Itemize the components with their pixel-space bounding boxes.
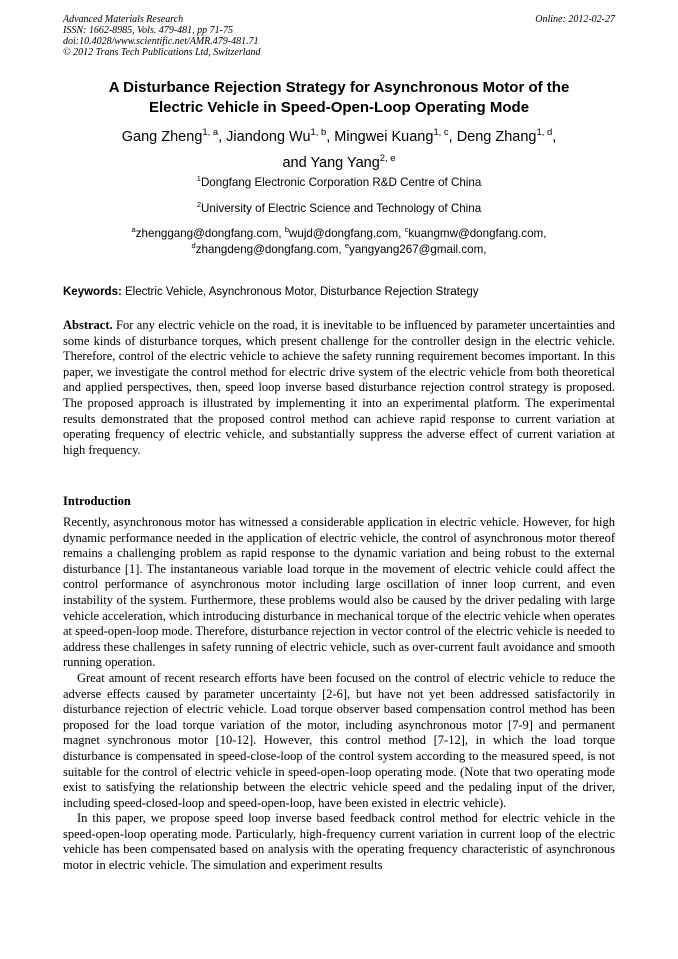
keywords-text: Electric Vehicle, Asynchronous Motor, Disturbance Rejection Strategy [121, 286, 479, 298]
author-name: Gang Zheng [121, 129, 203, 145]
author-separator: , [326, 129, 335, 145]
section-heading-introduction: Introduction [63, 494, 131, 508]
author-separator: , [448, 129, 457, 145]
author-name: and Yang Yang [282, 155, 380, 171]
abstract-paragraph [63, 318, 615, 458]
email-sup: d [191, 241, 196, 251]
email-sup: e [344, 241, 350, 251]
author-name: Jiandong Wu [226, 129, 311, 145]
title-line-2: Electric Vehicle in Speed-Open-Loop Operating Mode [148, 99, 530, 116]
author-sup: 1, a [202, 126, 219, 138]
journal-name: Advanced Materials Research [63, 14, 184, 25]
intro-paragraph-2: Great amount of recent research efforts have been focused on the control of electric vehicle to reduce the adverse effects caused by parameter uncertainty [2-6], but have not yet been addressed satisfactorily in disturbance rejection of electric vehicle. Load torque observer based compensation control method has been proposed for the load torque variation of the motor, including asynchronous motor [7-9] and permanent magnet synchronous motor [10-12]. However, this control method [7-12], in which the load torque disturbance is compensated in speed-close-loop of the control system according to the measured speed, is not suitable for the control of electric vehicle in speed-open-loop operating mode. (Note that two operating mode exist to satisfying the relationship between the electric vehicle speed and the pedaling input of the driver, including speed-closed-loop and speed-open-loop, have been existed in electric vehicle). [63, 670, 615, 810]
affiliation-text: Dongfang Electronic Corporation R&D Centre of China [200, 176, 482, 189]
doi-line: doi:10.4028/www.scientific.net/AMR.479-481.71 [63, 36, 259, 47]
author-name: Deng Zhang [456, 129, 537, 145]
copyright-line: © 2012 Trans Tech Publications Ltd, Switzerland [63, 47, 261, 58]
email-sup: b [284, 225, 290, 235]
journal-header [63, 14, 615, 58]
keywords-label: Keywords: [63, 286, 122, 298]
affiliation-sup: 1 [196, 174, 201, 184]
paper-title [60, 78, 618, 118]
affiliation-2 [60, 202, 618, 216]
email-address: zhenggang@dongfang.com, [135, 227, 285, 240]
affiliation-text: University of Electric Science and Technology of China [201, 202, 482, 215]
intro-paragraph-3: In this paper, we propose speed loop inverse based feedback control method for electric vehicle in the speed-open-loop operating mode. Particularly, high-frequency current variation in current loop of the electric vehicle has been compensated based on analysis with the operating frequency characteristic of asynchronous motor in electric vehicle. The simulation and experiment results [63, 811, 615, 873]
online-date: Online: 2012-02-27 [535, 14, 615, 25]
author-sup: 1, d [536, 126, 553, 138]
author-sup: 1, b [310, 126, 327, 138]
email-address: zhangdeng@dongfang.com, [195, 243, 345, 256]
email-list [60, 226, 618, 258]
email-sup: c [404, 225, 409, 235]
author-list [60, 124, 618, 176]
author-line-2 [60, 150, 618, 176]
abstract-text: For any electric vehicle on the road, it is inevitable to be influenced by parameter uncertainties and some kinds of disturbance torques, which present challenge for the controller design in the electric vehicle. Therefore, control of the electric vehicle to achieve the safety running requirement becomes important. In this paper, we investigate the control method for electric drive system of the electric vehicle from both theoretical and applied perspectives, then, speed loop inverse based disturbance rejection control strategy is proposed. The proposed approach is illustrated by implementing it into an experimental platform. The experimental results demonstrated that the proposed control method can achieve rapid response to current variation at operating frequency of electric vehicle, and substantially suppress the adverse effect of current variation at high frequency. [63, 318, 615, 457]
author-separator: , [218, 129, 227, 145]
title-line-1: A Disturbance Rejection Strategy for Asynchronous Motor of the [108, 79, 570, 96]
email-line-2 [60, 242, 618, 258]
issn-line: ISSN: 1662-8985, Vols. 479-481, pp 71-75 [63, 25, 233, 36]
author-sup: 2, e [379, 152, 396, 164]
affiliation-1 [60, 176, 618, 190]
introduction-body [63, 515, 615, 874]
author-line-1 [60, 124, 618, 150]
email-address: wujd@dongfang.com, [289, 227, 405, 240]
abstract [63, 318, 615, 458]
email-line-1 [60, 226, 618, 242]
intro-paragraph-1: Recently, asynchronous motor has witnessed a considerable application in electric vehicle. However, for high dynamic performance needed in the application of electric vehicle, the control of asynchronous motor thereof remains a challenging problem as rapid response to the dynamic variation and being robust to the external disturbance [1]. The instantaneous variable load torque in the movement of electric vehicle could affect the control performance of asynchronous motor including large oscillation of inner loop current, and even instability of the system. Furthermore, these problems would also be caused by the driver pedaling with large vehicle acceleration, which introducing disturbance in mechanical torque of the electric vehicle when operates at speed-open-loop mode. Therefore, disturbance rejection in vector control of the electric vehicle is needed to address these challenges in safety running of electric vehicle, such as over-current fault avoidance and smooth running operation. [63, 515, 615, 670]
affiliation-sup: 2 [196, 200, 202, 210]
abstract-label: Abstract. [63, 318, 113, 332]
email-address: yangyang267@gmail.com, [349, 243, 487, 256]
author-sup: 1, c [433, 126, 449, 138]
author-name: Mingwei Kuang [334, 129, 434, 145]
email-sup: a [131, 225, 136, 235]
email-address: kuangmw@dongfang.com, [408, 227, 547, 240]
author-separator: , [552, 129, 557, 145]
keywords [63, 285, 615, 299]
